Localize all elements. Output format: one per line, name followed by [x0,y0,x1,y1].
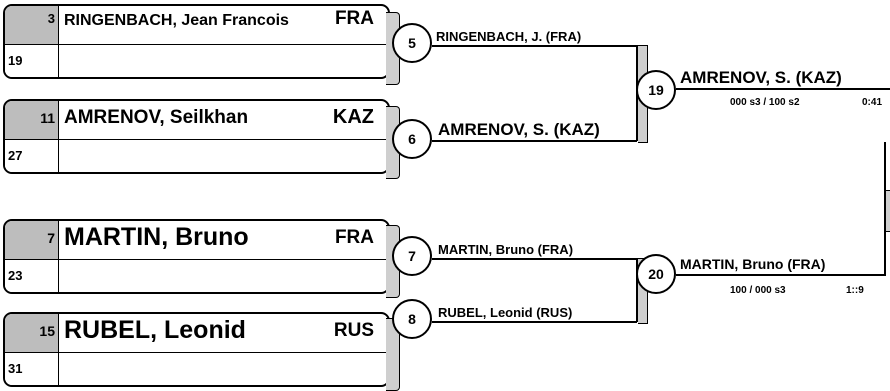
athlete-nation: FRA [334,227,374,248]
seed-number: 11 [40,110,55,126]
match-number-badge: 20 [636,254,676,294]
secondary-number-cell [5,353,59,385]
seed-number: 3 [47,11,55,26]
row-divider [5,44,388,45]
bracket-tab [886,190,890,232]
secondary-number-cell [5,260,59,292]
seed-cell [5,6,59,44]
bracket-line [432,321,637,323]
match-number-badge: 8 [392,299,432,339]
athlete-card [3,219,390,294]
match-winner-name: AMRENOV, S. (KAZ) [680,68,842,87]
bracket-line [432,45,637,47]
match-number-badge: 19 [636,70,676,110]
athlete-name: RUBEL, Leonid [64,316,246,344]
match-time: 0:41 [862,97,883,108]
secondary-number-cell [5,45,59,77]
match-winner-name: RINGENBACH, J. (FRA) [436,29,582,44]
athlete-name: MARTIN, Bruno [64,223,249,251]
row-divider [5,259,388,260]
secondary-number-cell [5,140,59,172]
secondary-number: 27 [8,148,23,163]
bracket-line [676,274,886,276]
match-winner-name: AMRENOV, S. (KAZ) [438,120,600,139]
athlete-card [3,4,390,79]
seed-cell [5,314,59,352]
secondary-number: 31 [8,361,23,376]
row-divider [5,139,388,140]
match-winner-name: MARTIN, Bruno (FRA) [680,256,826,272]
match-winner-name: RUBEL, Leonid (RUS) [438,305,573,320]
athlete-name: AMRENOV, Seilkhan [64,107,249,128]
athlete-nation: KAZ [332,106,374,128]
match-number-badge: 7 [392,236,432,276]
seed-cell [5,101,59,139]
bracket-line [432,258,637,260]
athlete-nation: RUS [333,320,374,341]
secondary-number: 19 [8,53,23,68]
athlete-nation: FRA [334,8,374,29]
athlete-card [3,312,390,387]
row-divider [5,352,388,353]
seed-cell [5,221,59,259]
bracket-line [676,88,890,90]
bracket-line [432,140,637,142]
secondary-number: 23 [8,268,23,283]
match-number-badge: 5 [392,23,432,63]
match-number-badge: 6 [392,119,432,159]
match-time: 1::9 [846,285,864,296]
athlete-name: RINGENBACH, Jean Francois [64,12,289,29]
match-score: 100 / 000 s3 [730,285,786,296]
athlete-card [3,99,390,174]
seed-number: 7 [47,230,55,246]
match-winner-name: MARTIN, Bruno (FRA) [438,242,574,257]
match-score: 000 s3 / 100 s2 [730,97,800,108]
seed-number: 15 [39,323,55,339]
